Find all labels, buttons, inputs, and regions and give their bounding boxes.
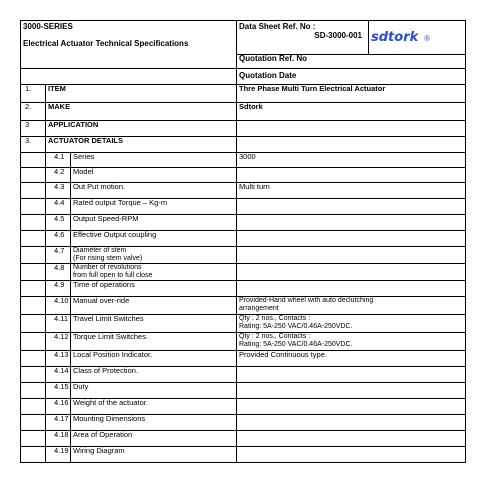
indent-cell: [21, 351, 46, 367]
detail-value: [237, 199, 466, 215]
detail-number: 4.3: [46, 183, 71, 199]
indent-cell: [21, 215, 46, 231]
detail-value: [237, 447, 466, 463]
section-row-application: [21, 121, 466, 137]
table-row: [21, 153, 466, 168]
section-value: [237, 121, 466, 137]
detail-number: 4.9: [46, 281, 71, 297]
detail-value-line: Rating: 5A-250 VAC/0.46A-250VDC.: [239, 322, 353, 330]
indent-cell: [21, 383, 46, 399]
brand-logo: sdtork: [371, 29, 419, 45]
header-blank-cell: [21, 69, 237, 85]
detail-value-line: Qty : 2 nos., Contacts :: [239, 315, 311, 322]
quotation-ref-label: Quotation Ref. No: [237, 55, 466, 69]
detail-label: Local Position Indicator.: [71, 351, 237, 367]
detail-value: Provided Continuous type.: [237, 351, 466, 367]
datasheet-ref-cell: [237, 21, 369, 55]
table-row: [21, 168, 466, 183]
datasheet: [20, 20, 465, 463]
table-row: [21, 199, 466, 215]
table-row: [21, 247, 466, 264]
detail-value: [237, 383, 466, 399]
detail-value: [237, 431, 466, 447]
detail-number: 4.5: [46, 215, 71, 231]
detail-label: Travel Limit Switches: [71, 315, 237, 333]
header-title-cell: [21, 21, 237, 69]
detail-label-line: Number of revolutions: [73, 264, 142, 271]
indent-cell: [21, 231, 46, 247]
section-number: 2.: [21, 103, 46, 121]
registered-mark: ®: [424, 33, 431, 43]
table-row: [21, 215, 466, 231]
spec-table: [20, 20, 466, 463]
datasheet-number: SD-3000-001: [314, 30, 362, 40]
table-row: [21, 297, 466, 315]
detail-value: [237, 399, 466, 415]
detail-number: 4.4: [46, 199, 71, 215]
detail-value-line: Rating: 5A-250 VAC/0.46A-250VDC.: [239, 340, 353, 348]
indent-cell: [21, 281, 46, 297]
table-row: [21, 367, 466, 383]
detail-label-line: Diameter of stem: [73, 247, 127, 254]
detail-label: Torque Limit Switches.: [71, 333, 237, 351]
detail-label-line: from full open to full close: [73, 271, 153, 279]
table-row: [21, 399, 466, 415]
series-title: 3000-SERIES: [23, 22, 73, 31]
table-row: [21, 281, 466, 297]
detail-value: Multi turn: [237, 183, 466, 199]
detail-value: [237, 315, 466, 333]
table-row: [21, 264, 466, 281]
indent-cell: [21, 315, 46, 333]
detail-label: Mounting Dimensions: [71, 415, 237, 431]
detail-label: Manual over-ride: [71, 297, 237, 315]
detail-value-line: arrangement: [239, 304, 279, 312]
indent-cell: [21, 447, 46, 463]
indent-cell: [21, 399, 46, 415]
section-value: [237, 137, 466, 153]
detail-label: Wiring Diagram: [71, 447, 237, 463]
detail-value-line: Qty : 2 nos., Contacts :: [239, 333, 311, 340]
section-label: ITEM: [46, 85, 237, 103]
table-row: [21, 415, 466, 431]
table-row: [21, 351, 466, 367]
datasheet-label: Data Sheet Ref. No :: [239, 22, 316, 31]
table-row: [21, 447, 466, 463]
indent-cell: [21, 415, 46, 431]
detail-value: [237, 297, 466, 315]
detail-label: [71, 247, 237, 264]
detail-value-line: Provided-Hand wheel with auto declutching: [239, 297, 374, 304]
detail-number: 4.14: [46, 367, 71, 383]
detail-number: 4.18: [46, 431, 71, 447]
quotation-date-label: Quotation Date: [237, 69, 466, 85]
table-row: [21, 315, 466, 333]
section-number: 3.: [21, 137, 46, 153]
indent-cell: [21, 333, 46, 351]
detail-value: [237, 367, 466, 383]
detail-label: Rated output Torque – Kg-m: [71, 199, 237, 215]
section-label: MAKE: [46, 103, 237, 121]
detail-label: Out Put motion.: [71, 183, 237, 199]
detail-label: Class of Protection.: [71, 367, 237, 383]
detail-number: 4.16: [46, 399, 71, 415]
section-row-make: [21, 103, 466, 121]
section-row-item: [21, 85, 466, 103]
section-row-actuator-details: [21, 137, 466, 153]
detail-number: 4.6: [46, 231, 71, 247]
detail-number: 4.15: [46, 383, 71, 399]
detail-number: 4.19: [46, 447, 71, 463]
detail-number: 4.12: [46, 333, 71, 351]
detail-number: 4.7: [46, 247, 71, 264]
section-number: 1.: [21, 85, 46, 103]
document-title: Electrical Actuator Technical Specifications: [23, 38, 189, 48]
detail-label: Series: [71, 153, 237, 168]
detail-value: 3000: [237, 153, 466, 168]
detail-label-line: (For rising stem valve): [73, 254, 143, 262]
indent-cell: [21, 431, 46, 447]
table-row: [21, 183, 466, 199]
detail-value: [237, 264, 466, 281]
detail-value: [237, 333, 466, 351]
detail-label: Weight of the actuator.: [71, 399, 237, 415]
indent-cell: [21, 168, 46, 183]
table-row: [21, 383, 466, 399]
detail-value: [237, 168, 466, 183]
section-value: Thre Phase Multi Turn Electrical Actuator: [237, 85, 466, 103]
detail-label: Effective Output coupling: [71, 231, 237, 247]
detail-number: 4.13: [46, 351, 71, 367]
section-label: APPLICATION: [46, 121, 237, 137]
detail-label: Output Speed-RPM: [71, 215, 237, 231]
detail-number: 4.10: [46, 297, 71, 315]
detail-number: 4.1: [46, 153, 71, 168]
indent-cell: [21, 247, 46, 264]
section-label: ACTUATOR DETAILS: [46, 137, 237, 153]
detail-label: Area of Operation: [71, 431, 237, 447]
detail-label: Model: [71, 168, 237, 183]
detail-value: [237, 415, 466, 431]
indent-cell: [21, 153, 46, 168]
detail-number: 4.17: [46, 415, 71, 431]
detail-label: [71, 264, 237, 281]
table-row: [21, 333, 466, 351]
table-row: [21, 231, 466, 247]
section-value: Sdtork: [237, 103, 466, 121]
section-number: 3: [21, 121, 46, 137]
brand-cell: [369, 21, 466, 55]
detail-label: Duty: [71, 383, 237, 399]
detail-value: [237, 247, 466, 264]
detail-number: 4.8: [46, 264, 71, 281]
indent-cell: [21, 183, 46, 199]
detail-value: [237, 231, 466, 247]
detail-value: [237, 215, 466, 231]
table-row: [21, 431, 466, 447]
detail-label: Time of operations: [71, 281, 237, 297]
detail-number: 4.11: [46, 315, 71, 333]
indent-cell: [21, 367, 46, 383]
detail-value: [237, 281, 466, 297]
indent-cell: [21, 264, 46, 281]
indent-cell: [21, 199, 46, 215]
detail-number: 4.2: [46, 168, 71, 183]
indent-cell: [21, 297, 46, 315]
